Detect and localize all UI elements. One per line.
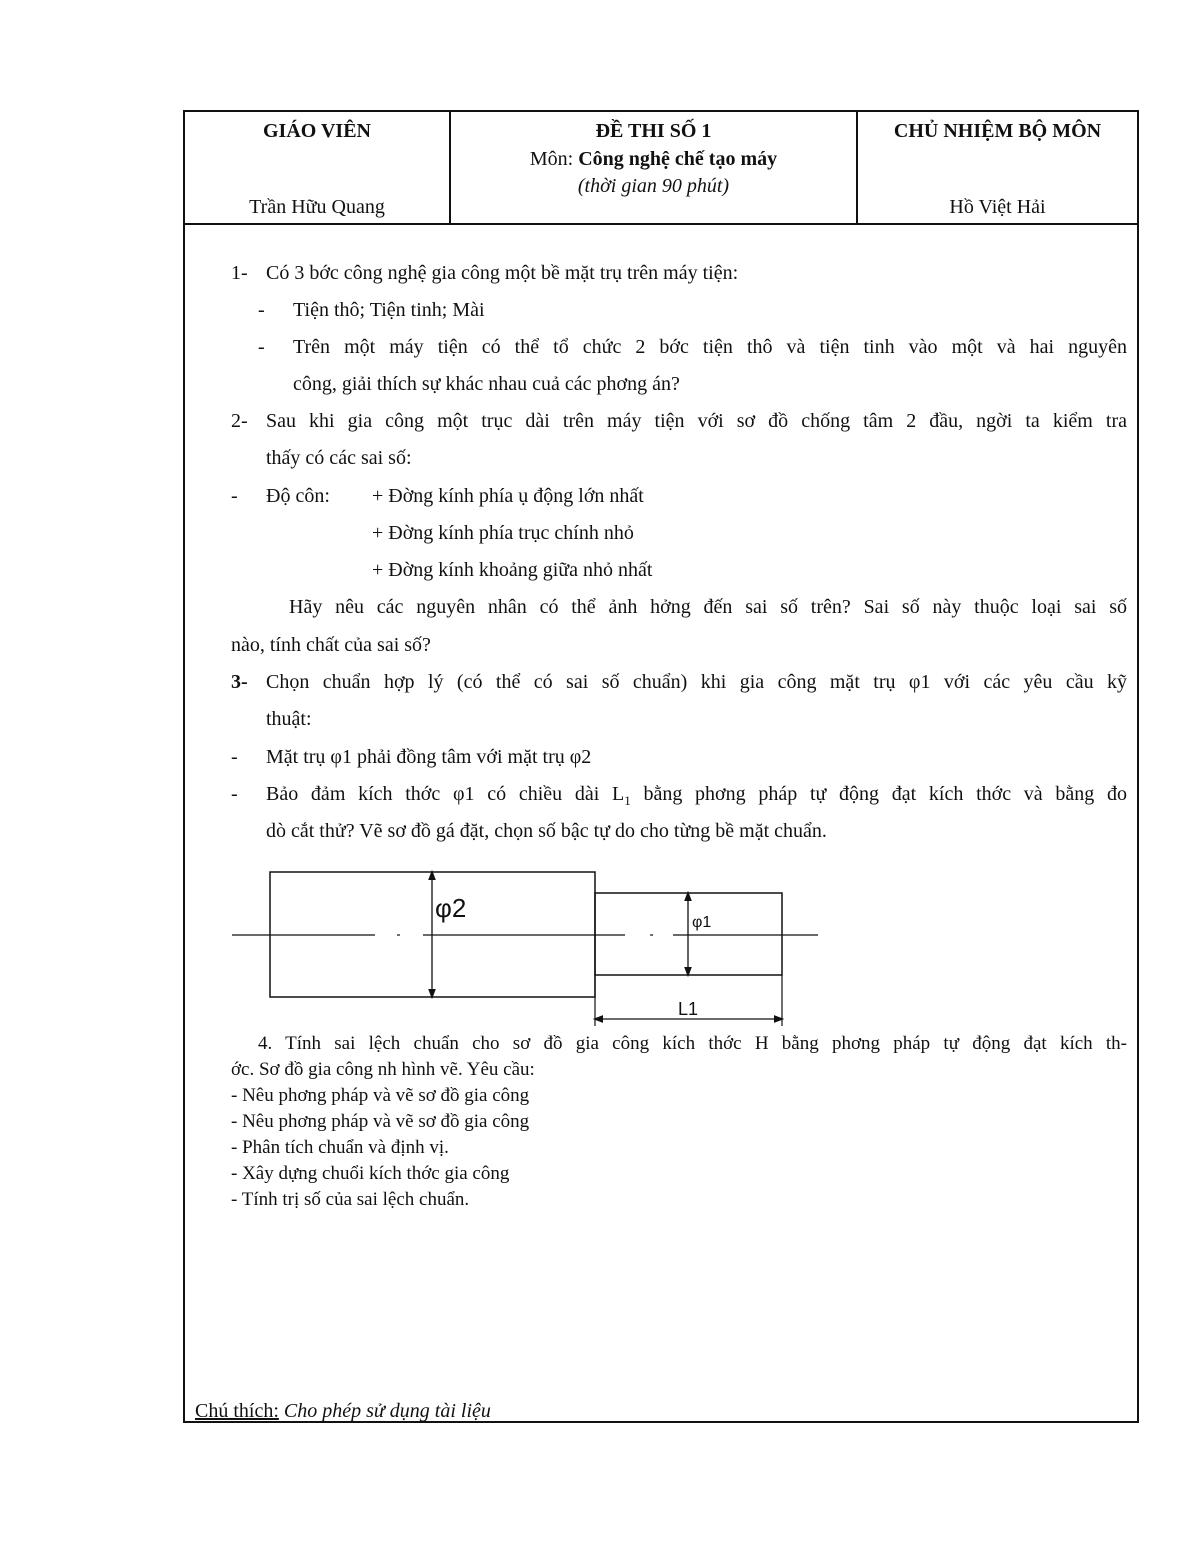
q4-item-2: - Nêu phơng pháp và vẽ sơ đồ gia công [231,1111,530,1132]
q2-error-1: + Đờng kính phía ụ động lớn nhất [372,485,644,507]
q3-line2: thuật: [266,708,312,730]
q2-line1: Sau khi gia công một trục dài trên máy tiện với sơ đồ chống tâm 2 đầu, ngời ta kiểm tra [266,410,1127,432]
q3-bullet-1: Mặt trụ φ1 phải đồng tâm với mặt trụ φ2 [266,746,592,768]
q4-item-1: - Nêu phơng pháp và vẽ sơ đồ gia công [231,1085,530,1106]
footnote [195,1400,491,1423]
q4-item-3: - Phân tích chuẩn và định vị. [231,1137,449,1158]
q1-bullet-2-line2: công, giải thích sự khác nhau cuả các phơng án? [293,373,680,395]
head-title: CHỦ NHIỆM BỘ MÔN [893,120,1102,142]
q3-number: 3- [231,671,248,693]
q1-bullet-1: Tiện thô; Tiện tinh; Mài [293,299,485,321]
teacher-title: GIÁO VIÊN [263,120,371,142]
subject-name: Công nghệ chế tạo máy [578,148,778,170]
q2-line2: thấy có các sai số: [266,447,412,469]
q2-error-2: + Đờng kính phía trục chính nhỏ [372,522,634,544]
q1-number: 1- [231,262,248,284]
q3-bullet-2-b: bằng phơng pháp tự động đạt kích thớc và bằng đo [630,783,1127,805]
q1-text: Có 3 bớc công nghệ gia công một bề mặt trụ trên máy tiện: [266,262,739,284]
footnote-text: Cho phép sử dụng tài liệu [283,1400,491,1422]
q1-bullet-2-dash: - [258,336,265,358]
q4-line1: 4. Tính sai lệch chuẩn cho sơ đồ gia công kích thớc H bằng phơng pháp tự động đạt kích th- [258,1033,1127,1054]
q3-bullet-2-line2: dò cắt thử? Vẽ sơ đồ gá đặt, chọn số bậc tự do cho từng bề mặt chuẩn. [266,820,827,842]
head-name: Hồ Việt Hải [949,196,1046,218]
q2-number: 2- [231,410,248,432]
l1-label: L1 [677,999,699,1019]
q2-ask-line2: nào, tính chất của sai số? [231,634,431,656]
exam-duration: (thời gian 90 phút) [577,175,730,197]
footnote-label: Chú thích: [195,1400,279,1422]
phi1-label: φ1 [692,914,712,931]
q2-taper-label: Độ côn: [266,485,330,507]
q1-bullet-2-line1: Trên một máy tiện có thể tổ chức 2 bớc tiện thô và tiện tinh vào một và hai nguyên [293,336,1127,358]
teacher-name: Trần Hữu Quang [249,196,385,218]
phi2-label: φ2 [435,893,467,923]
q3-bullet-2-dash: - [231,783,238,805]
q2-error-3: + Đờng kính khoảng giữa nhỏ nhất [372,559,653,581]
q2-ask-line1: Hãy nêu các nguyên nhân có thể ảnh hởng đến sai số trên? Sai số này thuộc loại sai số [289,596,1127,618]
q3-bullet-2-a: Bảo đảm kích thớc φ1 có chiều dài L [266,783,625,805]
q3-subscript: 1 [624,793,631,808]
q3-line1: Chọn chuẩn hợp lý (có thể có sai số chuẩn) khi gia công mặt trụ φ1 với các yêu cầu kỹ [266,671,1127,693]
q4-item-5: - Tính trị số của sai lệch chuẩn. [231,1189,470,1210]
subject-prefix: Môn: [529,148,579,170]
q4-item-4: - Xây dựng chuổi kích thớc gia công [231,1163,510,1184]
q4-line2: ớc. Sơ đồ gia công nh hình vẽ. Yêu cầu: [231,1059,535,1080]
q1-bullet-1-dash: - [258,299,265,321]
q3-bullet-1-dash: - [231,746,238,768]
exam-title: ĐỀ THI SỐ 1 [595,120,712,142]
q2-bullet-dash: - [231,485,238,507]
